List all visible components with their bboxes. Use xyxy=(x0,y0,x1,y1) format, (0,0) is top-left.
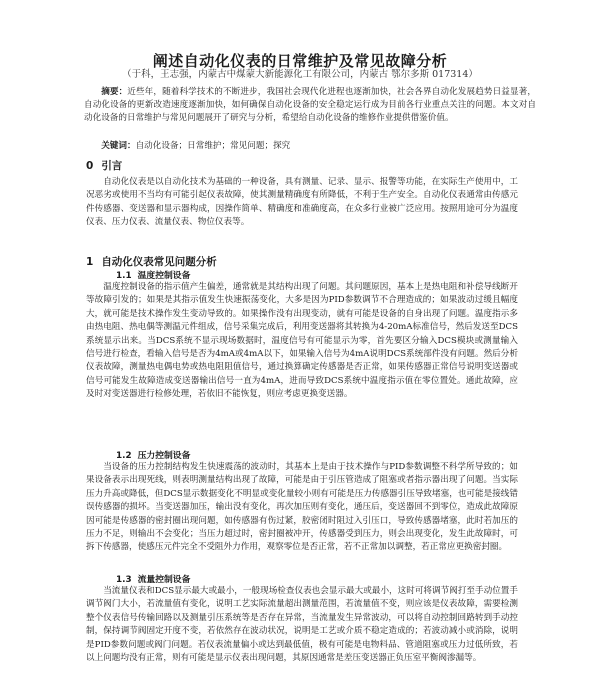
subsection-title: 流量控制设备 xyxy=(137,575,191,585)
subsection-title: 温度控制设备 xyxy=(137,271,191,281)
keywords-text: 自动化设备；日常维护；常见问题；探究 xyxy=(135,141,291,151)
keywords xyxy=(84,140,536,153)
introduction-paragraph: 自动化仪表是以自动化技术为基础的一种设备，具有测量、记录、显示、报警等功能，在实际生产使用中，工况恶劣或使用不当均有可能引起仪表故障，使其测量精确度有所降低，不利于生产安全。自动化仪表通常由传感元件传感器、变送器和显示器构成，因操作简单、精确度和准确度高，在众多行业被广泛应用。按照用途可分为温度仪表、压力仪表、流量仪表、物位仪表等。 xyxy=(86,177,518,228)
section-number: 0 xyxy=(86,160,94,172)
section-number: 1 xyxy=(86,256,94,268)
abstract-label: 摘要： xyxy=(101,87,128,97)
flow-paragraph: 当流量仪表和DCS显示最大或最小，一般现场检查仪表也会显示最大或最小，这时可将调节阀打至手动位置手调节阀门大小，若流量值有变化，说明工艺实际流量超出测量范围，若流量值不变，则应该是仪表故障，需要检测整个仪表信号传输回路以及测量引压系统等是否存在异常，当流量发生异常波动，可以将自动控制回路转到手动控制，保持调节阀固定开度不变，若依然存在波动状况，说明是工艺或介质不稳定造成的；若波动减小或消除，说明是PID参数问题或阀门问题。若仪表流量偏小或达到最低值，极有可能是电物料品、管道阻塞或压力过低所致，若以上问题均没有正常，则有可能是显示仪表出现问题，其原因通常是差压变送器正负压室平衡阀渗漏等。 xyxy=(86,586,518,664)
abstract xyxy=(84,86,536,126)
section-heading-analysis xyxy=(86,254,225,269)
subsection-heading-pressure xyxy=(116,448,196,461)
section-title: 自动化仪表常见问题分析 xyxy=(101,256,217,268)
keywords-label: 关键词： xyxy=(101,141,136,151)
section-title: 引言 xyxy=(101,160,123,172)
paper-title: 阐述自动化仪表的日常维护及常见故障分析 xyxy=(152,52,448,71)
subsection-heading-flow xyxy=(116,572,196,585)
temperature-paragraph: 温度控制设备的指示值产生偏差，通常就是其结构出现了问题。其问题原因，基本上是热电阻和补偿导线断开等故障引发的；如果是其指示值发生快速振荡变化，大多是因为PID参数调节不合理造成的；如果波动过缓且幅度大，就可能是技术操作发生变动导致的。如果操作没有出现变动，就有可能是设备的自身出现了问题。温度指示多由热电阻、热电偶等测温元件组成，信号采集完成后，利用变送器将其转换为4-20mA标准信号，然后发送至DCS系统显示出来。当DCS系统不显示现场数据时，温度信号有可能显示为零，首先要区分输入DCS模块或测量输入信号进行检查，看输入信号是否为4mA或4mA以下，如果输入信号为4mA说明DCS系统部件没有问题。然后分析仪表故障，测量热电偶电势或热电阻阻值信号，通过换算确定传感器是否正常，如果传感器正常信号说明变送器或信号可能发生故障造成变送器输出信号一直为4mA，进而导致DCS系统中温度指示值在零位置处。通此故障，应及时对变送器进行检修处理，若依旧不能恢复，则应考虑更换变送器。 xyxy=(86,282,518,400)
section-heading-introduction xyxy=(86,158,130,173)
abstract-text: 近些年，随着科学技术的不断进步，我国社会现代化进程也逐渐加快，社会各界自动化发展趋势日益显著，自动化设备的更新改造速度逐渐加快，如何确保自动化设备的安全稳定运行成为目前各行业重点关注的问题。本文对自动化设备的日常维护与常见问题展开了研究与分析，希望给自动化设备的维修作业提供借鉴价值。 xyxy=(84,87,536,124)
subsection-heading-temperature xyxy=(116,268,196,281)
subsection-number: 1.2 xyxy=(116,451,132,461)
subsection-title: 压力控制设备 xyxy=(137,451,191,461)
pressure-paragraph: 当设备的压力控制结构发生快速震荡的波动时，其基本上是由于技术操作与PID参数调整不科学所导致的；如果设备表示出现死线，则表明测量结构出现了故障，可能是由于引压管造成了阻塞或者指示器出现了问题。当实际压力升高或降低，但DCS显示数据变化不明显或变化量较小则有可能是压力传感器引压导致堵塞，也可能是接线错误传感器的损坏。当变送器加压，输出没有变化，再次加压则有变化，通压后，变送器回不到零位，造成此故障原因可能是传感器的密封圈出现问题，如传感器有伤过紧，胶密闭时阻过入引压口，导致传感器堵塞，此时若加压的压力不足，则输出不会变化；当压力超过时，密封圈被冲开，传感器受到压力，则会出现变化，发生此故障时，可拆下传感器，使感压元件完全不受阻外力作用，观察零位是否正常，若不正常加以调整，若正常应更换密封圈。 xyxy=(86,462,518,553)
author-affiliation: （于科，王志强，内蒙古中煤蒙大新能源化工有限公司，内蒙古 鄂尔多斯 017314） xyxy=(122,69,478,80)
subsection-number: 1.1 xyxy=(116,271,132,281)
subsection-number: 1.3 xyxy=(116,575,132,585)
